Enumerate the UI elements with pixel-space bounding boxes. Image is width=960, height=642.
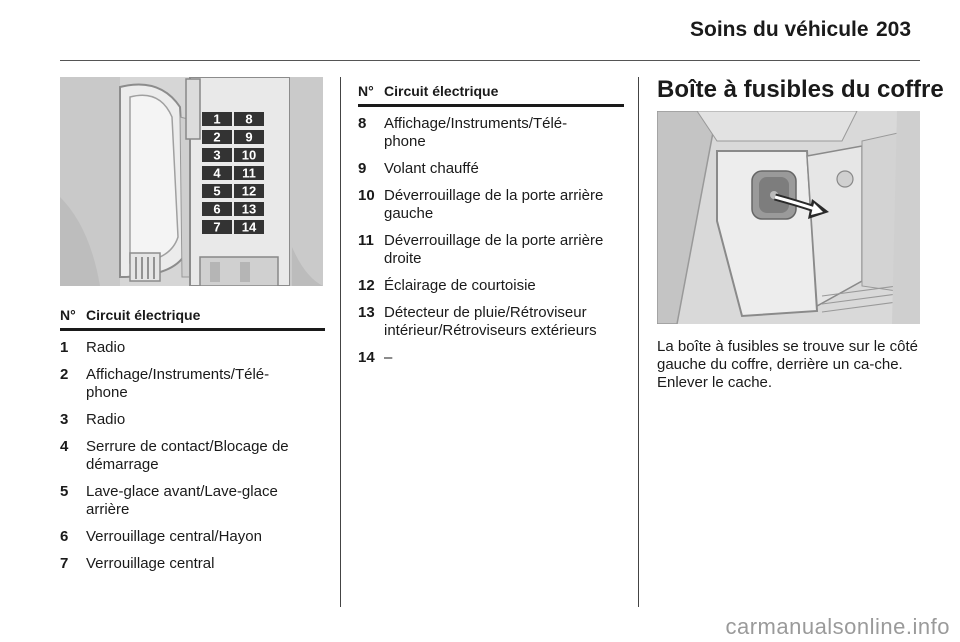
fuse-table-left: [60, 306, 325, 582]
table-row: [358, 115, 624, 151]
fuse-label: 14: [241, 219, 257, 235]
circuit-name: Éclairage de courtoisie: [384, 277, 536, 294]
fuse-number: 12: [358, 277, 375, 294]
fuse-label: 8: [245, 111, 253, 127]
fuse-box-illustration: [60, 77, 323, 286]
column-divider-left: [340, 77, 341, 607]
table-header-number: N°: [60, 307, 76, 323]
table-row: [60, 555, 325, 573]
fuse-label: 10: [241, 147, 257, 163]
fuse-label: 11: [242, 165, 256, 181]
trunk-drawing: [657, 111, 920, 324]
fuse-number: 11: [358, 232, 374, 249]
table-row: [60, 411, 325, 429]
table-row: [358, 160, 624, 178]
fuse-label: 1: [213, 111, 221, 127]
circuit-name: Verrouillage central/Hayon: [86, 528, 262, 545]
fuse-label: 12: [241, 183, 257, 199]
fuse-number: 6: [60, 528, 69, 545]
fuse-label: 2: [213, 129, 221, 145]
circuit-name: Déverrouillage de la porte arrière droite: [384, 232, 604, 267]
circuit-name: Détecteur de pluie/Rétroviseur intérieur/Rétroviseurs extérieurs: [384, 304, 597, 339]
fuse-label: 5: [213, 183, 221, 199]
section-body-text: La boîte à fusibles se trouve sur le côté gauche du coffre, derrière un ca-che. Enlever le cache.: [657, 338, 918, 391]
fuse-number: 8: [358, 115, 367, 132]
fuse-label: 4: [213, 165, 221, 181]
fuse-box-drawing: [60, 77, 323, 286]
circuit-name: Lave-glace avant/Lave-glace arrière: [86, 483, 278, 518]
fuse-number: 13: [358, 304, 375, 321]
circuit-name: Serrure de contact/Blocage de démarrage: [86, 438, 289, 473]
table-row: [358, 304, 624, 340]
table-row: [60, 366, 325, 402]
fuse-number: 10: [358, 187, 375, 204]
table-header-circuit: Circuit électrique: [384, 83, 499, 99]
circuit-name: Affichage/Instruments/Télé-phone: [86, 366, 270, 401]
fuse-number: 9: [358, 160, 367, 177]
circuit-name: Volant chauffé: [384, 160, 479, 177]
fuse-label: 7: [213, 219, 221, 235]
fuse-number: 7: [60, 555, 69, 572]
table-row: [60, 528, 325, 546]
table-header: [60, 306, 325, 331]
fuse-number: 5: [60, 483, 69, 500]
fuse-table-right: [358, 82, 624, 376]
table-row: [358, 277, 624, 295]
circuit-name: Affichage/Instruments/Télé-phone: [384, 115, 568, 150]
column-divider-right: [638, 77, 639, 607]
fuse-number: 4: [60, 438, 69, 455]
fuse-label: 13: [241, 201, 257, 217]
page-number: 203: [876, 18, 912, 41]
circuit-name: Déverrouillage de la porte arrière gauche: [384, 187, 604, 222]
fuse-label: 3: [213, 147, 221, 163]
table-row: [60, 483, 325, 519]
circuit-name: Radio: [86, 411, 126, 428]
table-row: [358, 187, 624, 223]
header-rule: [60, 60, 920, 61]
section-title: Boîte à fusibles du coffre: [657, 76, 944, 103]
table-row: [358, 349, 624, 367]
table-row: [60, 438, 325, 474]
circuit-name: Verrouillage central: [86, 555, 215, 572]
circuit-name: –: [384, 349, 393, 366]
table-header: [358, 82, 624, 107]
table-header-circuit: Circuit électrique: [86, 307, 201, 323]
fuse-number: 14: [358, 349, 375, 366]
fuse-label: 9: [245, 129, 253, 145]
table-row: [60, 339, 325, 357]
circuit-name: Radio: [86, 339, 126, 356]
fuse-number: 3: [60, 411, 69, 428]
table-row: [358, 232, 624, 268]
watermark: carmanualsonline.info: [725, 614, 950, 639]
fuse-number: 1: [60, 339, 69, 356]
fuse-label: 6: [213, 201, 221, 217]
header-title: Soins du véhicule: [690, 18, 869, 41]
trunk-fuse-box-illustration: [657, 111, 920, 324]
table-header-number: N°: [358, 83, 374, 99]
fuse-number: 2: [60, 366, 69, 383]
